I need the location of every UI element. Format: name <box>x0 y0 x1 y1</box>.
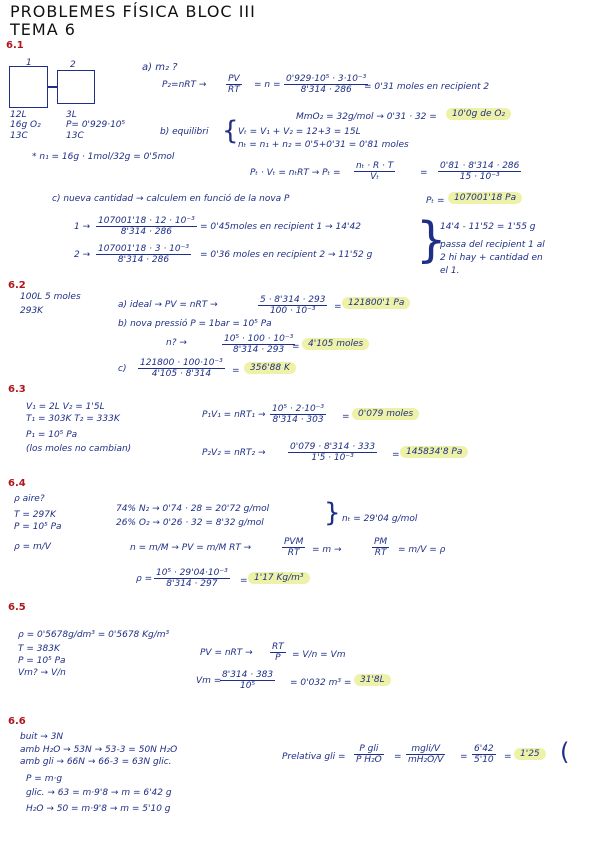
part-a-eq1: P₂=nRT → <box>162 80 207 90</box>
s2-part-b: b) nova pressió P = 1bar = 10⁵ Pa <box>118 319 272 329</box>
part-c-line2-start: 2 → <box>74 250 91 260</box>
container-diagram-1 <box>9 66 48 108</box>
s6-given-2: amb H₂O → 53N → 53-3 = 50N H₂O <box>20 745 178 755</box>
fraction-c2: $\frac{\text{107001'18 · 3 · 10⁻³}}{8'314 \cdot 286}$ <box>98 244 189 265</box>
s4-fraction-2: $\frac{PM}{RT}$ <box>374 537 388 558</box>
box-label-2: 2 <box>70 60 76 70</box>
s4-line2: 26% O₂ → 0'26 · 32 = 8'32 g/mol <box>116 518 264 528</box>
part-c-note-3: 2 hi hay + cantidad en <box>440 253 543 263</box>
s3-result-2: 145834'8 Pa <box>400 446 468 458</box>
s4-eq: = <box>240 576 248 586</box>
s3-given-4: (los moles no cambian) <box>26 444 132 454</box>
given-right-1: 3L <box>66 110 77 120</box>
s5-line1b: = V/n = Vm <box>292 650 346 660</box>
s6-eq-3: = <box>504 752 512 762</box>
s5-fraction-2: $\frac{8'314 \cdot 383}{\text{10⁵}}$ <box>222 670 274 691</box>
part-c-note-4: el 1. <box>440 266 460 276</box>
s2-part-b-n: n? → <box>166 338 187 348</box>
s3-line1: P₁V₁ = nRT₁ → <box>202 410 266 420</box>
part-a-eq1b: = n = <box>254 80 281 90</box>
part-b-result-label: Pₜ = <box>426 196 445 206</box>
given-right-2: P= 0'929·10⁵ <box>66 120 126 130</box>
s2-given-2: 293K <box>20 306 44 316</box>
s3-eq-1: = <box>342 412 350 422</box>
s2-given-1: 100L 5 moles <box>20 292 81 302</box>
s6-relative-label: Prelativa gli = <box>282 752 346 762</box>
s4-line4: ρ = <box>136 574 153 584</box>
part-b-label: b) equilibri <box>160 127 209 137</box>
s2-part-a: a) ideal → PV = nRT → <box>118 300 218 310</box>
part-a-label: a) m₂ ? <box>142 62 178 73</box>
s6-given-4: P = m·g <box>26 774 63 784</box>
part-a-eq1c: = 0'31 moles en recipient 2 <box>364 82 490 92</box>
s6-eq-1: = <box>394 752 402 762</box>
box-label-1: 1 <box>26 58 32 68</box>
part-c-line1-end: = 0'45moles en recipient 1 → 14'42 <box>200 222 361 232</box>
s2-fraction-c: $\frac{\text{121800 · 100·10⁻³}}{4'105 \cdot 8'314}$ <box>140 358 223 379</box>
given-left-1: 12L <box>10 110 27 120</box>
s2-result-c: 356'88 K <box>244 362 296 374</box>
s6-given-6: H₂O → 50 = m·9'8 → m = 5'10 g <box>26 804 171 814</box>
fraction-c1: $\frac{\text{107001'18 · 12 · 10⁻³}}{8'314 \cdot 286}$ <box>98 216 195 237</box>
given-right-3: 13C <box>66 131 84 141</box>
fraction-b-symbolic: $\frac{\text{nₜ · R · T}}{\text{Vₜ}}$ <box>356 161 394 182</box>
section-number-6-3: 6.3 <box>8 384 26 395</box>
given-left-3: 13C <box>10 131 28 141</box>
fraction-b-values: $\frac{0'81 \cdot 8'314 \cdot 286}{\text{15 · 10⁻³}}$ <box>440 161 520 182</box>
s4-line3: n = m/M → PV = m/M RT → <box>130 543 252 553</box>
fraction-pv-rt: $\frac{PV}{RT}$ <box>228 74 240 95</box>
s6-given-5: glic. → 63 = m·9'8 → m = 6'42 g <box>26 788 172 798</box>
part-c-line2-end: = 0'36 moles en recipient 2 → 11'52 g <box>200 250 373 260</box>
s5-line1: PV = nRT → <box>200 648 253 658</box>
s6-fraction-3: $\frac{6'42}{5'10}$ <box>474 744 494 765</box>
s2-eq-b: = <box>292 342 300 352</box>
s6-eq-2: = <box>460 752 468 762</box>
container-diagram-2 <box>57 70 95 104</box>
s5-line2: Vm = <box>196 676 222 686</box>
brace-b: { <box>222 116 239 146</box>
s3-fraction-2: $\frac{0'079 \cdot 8'314 \cdot 333}{\text{1'5 · 10⁻³}}$ <box>290 442 376 463</box>
s5-given-3: P = 10⁵ Pa <box>18 656 66 666</box>
brace-s4: } <box>324 498 341 528</box>
s2-result-b: 4'105 moles <box>302 338 369 350</box>
s2-eq-c: = <box>232 366 240 376</box>
s6-fraction-2: mgli/V mH₂O/V <box>408 744 444 765</box>
s3-line2: P₂V₂ = nRT₂ → <box>202 448 266 458</box>
section-number-6-4: 6.4 <box>8 478 26 489</box>
s5-result: 31'8L <box>354 674 391 686</box>
moles-calc-n1: * n₁ = 16g · 1mol/32g = 0'5mol <box>32 152 175 162</box>
s4-given-1: ρ aire? <box>14 494 45 504</box>
s4-given-2: T = 297K <box>14 510 56 520</box>
section-number-6-1: 6.1 <box>6 40 24 51</box>
s3-fraction-1: $\frac{\text{10⁵ · 2·10⁻³}}{8'314 \cdot 303}$ <box>272 404 325 425</box>
s4-result: 1'17 Kg/m³ <box>248 572 310 584</box>
given-left-2: 16g O₂ <box>10 120 41 130</box>
s2-fraction-b: $\frac{\text{10⁵ · 100 · 10⁻³}}{8'314 \cdot 293}$ <box>224 334 294 355</box>
part-a-molar-mass: MmO₂ = 32g/mol → 0'31 · 32 = <box>296 112 437 122</box>
s6-fraction-1: P gli P H₂O <box>356 744 382 765</box>
section-number-6-2: 6.2 <box>8 280 26 291</box>
s3-given-1: V₁ = 2L V₂ = 1'5L <box>26 402 105 412</box>
s5-line2b: = 0'032 m³ = <box>290 678 352 688</box>
paren-mark: ( <box>560 738 570 766</box>
part-b-line1: Vₜ = V₁ + V₂ = 12+3 = 15L <box>238 127 361 137</box>
equals-sign-b: = <box>420 168 428 178</box>
s5-given-2: T = 383K <box>18 644 60 654</box>
connector-line <box>47 86 57 88</box>
part-b-result: 107001'18 Pa <box>448 192 522 204</box>
s2-result-a: 121800'1 Pa <box>342 297 410 309</box>
s4-given-4: ρ = m/V <box>14 542 51 552</box>
s5-given-4: Vm? → V/n <box>18 668 66 678</box>
part-c-line1-start: 1 → <box>74 222 91 232</box>
s4-fraction-1: PVM RT <box>284 537 304 558</box>
s2-eq-a: = <box>334 302 342 312</box>
section-number-6-5: 6.5 <box>8 602 26 613</box>
s5-given-1: ρ = 0'5678g/dm³ = 0'5678 Kg/m³ <box>18 630 170 640</box>
s4-given-3: P = 10⁵ Pa <box>14 522 62 532</box>
part-c-note-2: passa del recipient 1 al <box>440 240 545 250</box>
s4-fraction-3: $\frac{\text{10⁵ · 29'04·10⁻³}}{8'314 \cdot 297}$ <box>156 568 228 589</box>
s4-line3b: = m → <box>312 545 342 555</box>
s3-eq-2: = <box>392 450 400 460</box>
s3-given-2: T₁ = 303K T₂ = 333K <box>26 414 120 424</box>
part-b-line3: Pₜ · Vₜ = nₜRT → Pₜ = <box>250 168 341 178</box>
part-b-line2: nₜ = n₁ + n₂ = 0'5+0'31 = 0'81 moles <box>238 140 409 150</box>
fraction-a-values: $\frac{\text{0'929·10⁵ · 3·10⁻³}}{8'314 \cdot 286}$ <box>286 74 367 95</box>
part-a-result: 10'0g de O₂ <box>446 108 511 120</box>
s6-result: 1'25 <box>514 748 546 760</box>
page-title: PROBLEMES FÍSICA BLOC III <box>10 2 256 21</box>
s6-given-1: buit → 3N <box>20 732 64 742</box>
s3-result-1: 0'079 moles <box>352 408 419 420</box>
s2-part-c: c) <box>118 364 127 374</box>
s2-fraction-a: $\frac{5 \cdot 8'314 \cdot 293}{\text{100 · 10⁻³}}$ <box>260 295 326 316</box>
s4-line3c: = m/V = ρ <box>398 545 446 555</box>
s4-total-molar: nₜ = 29'04 g/mol <box>342 514 418 524</box>
brace-c: } <box>416 212 447 268</box>
s3-given-3: P₁ = 10⁵ Pa <box>26 430 78 440</box>
s5-fraction-1: $\frac{RT}{P}$ <box>272 642 284 663</box>
part-c-note-1: 14'4 - 11'52 = 1'55 g <box>440 222 536 232</box>
section-number-6-6: 6.6 <box>8 716 26 727</box>
part-c-label: c) nueva cantidad → calculem en funció de la nova P <box>52 194 290 204</box>
s6-given-3: amb gli → 66N → 66-3 = 63N glic. <box>20 757 172 767</box>
s4-line1: 74% N₂ → 0'74 · 28 = 20'72 g/mol <box>116 504 270 514</box>
page-subtitle: TEMA 6 <box>10 20 76 39</box>
